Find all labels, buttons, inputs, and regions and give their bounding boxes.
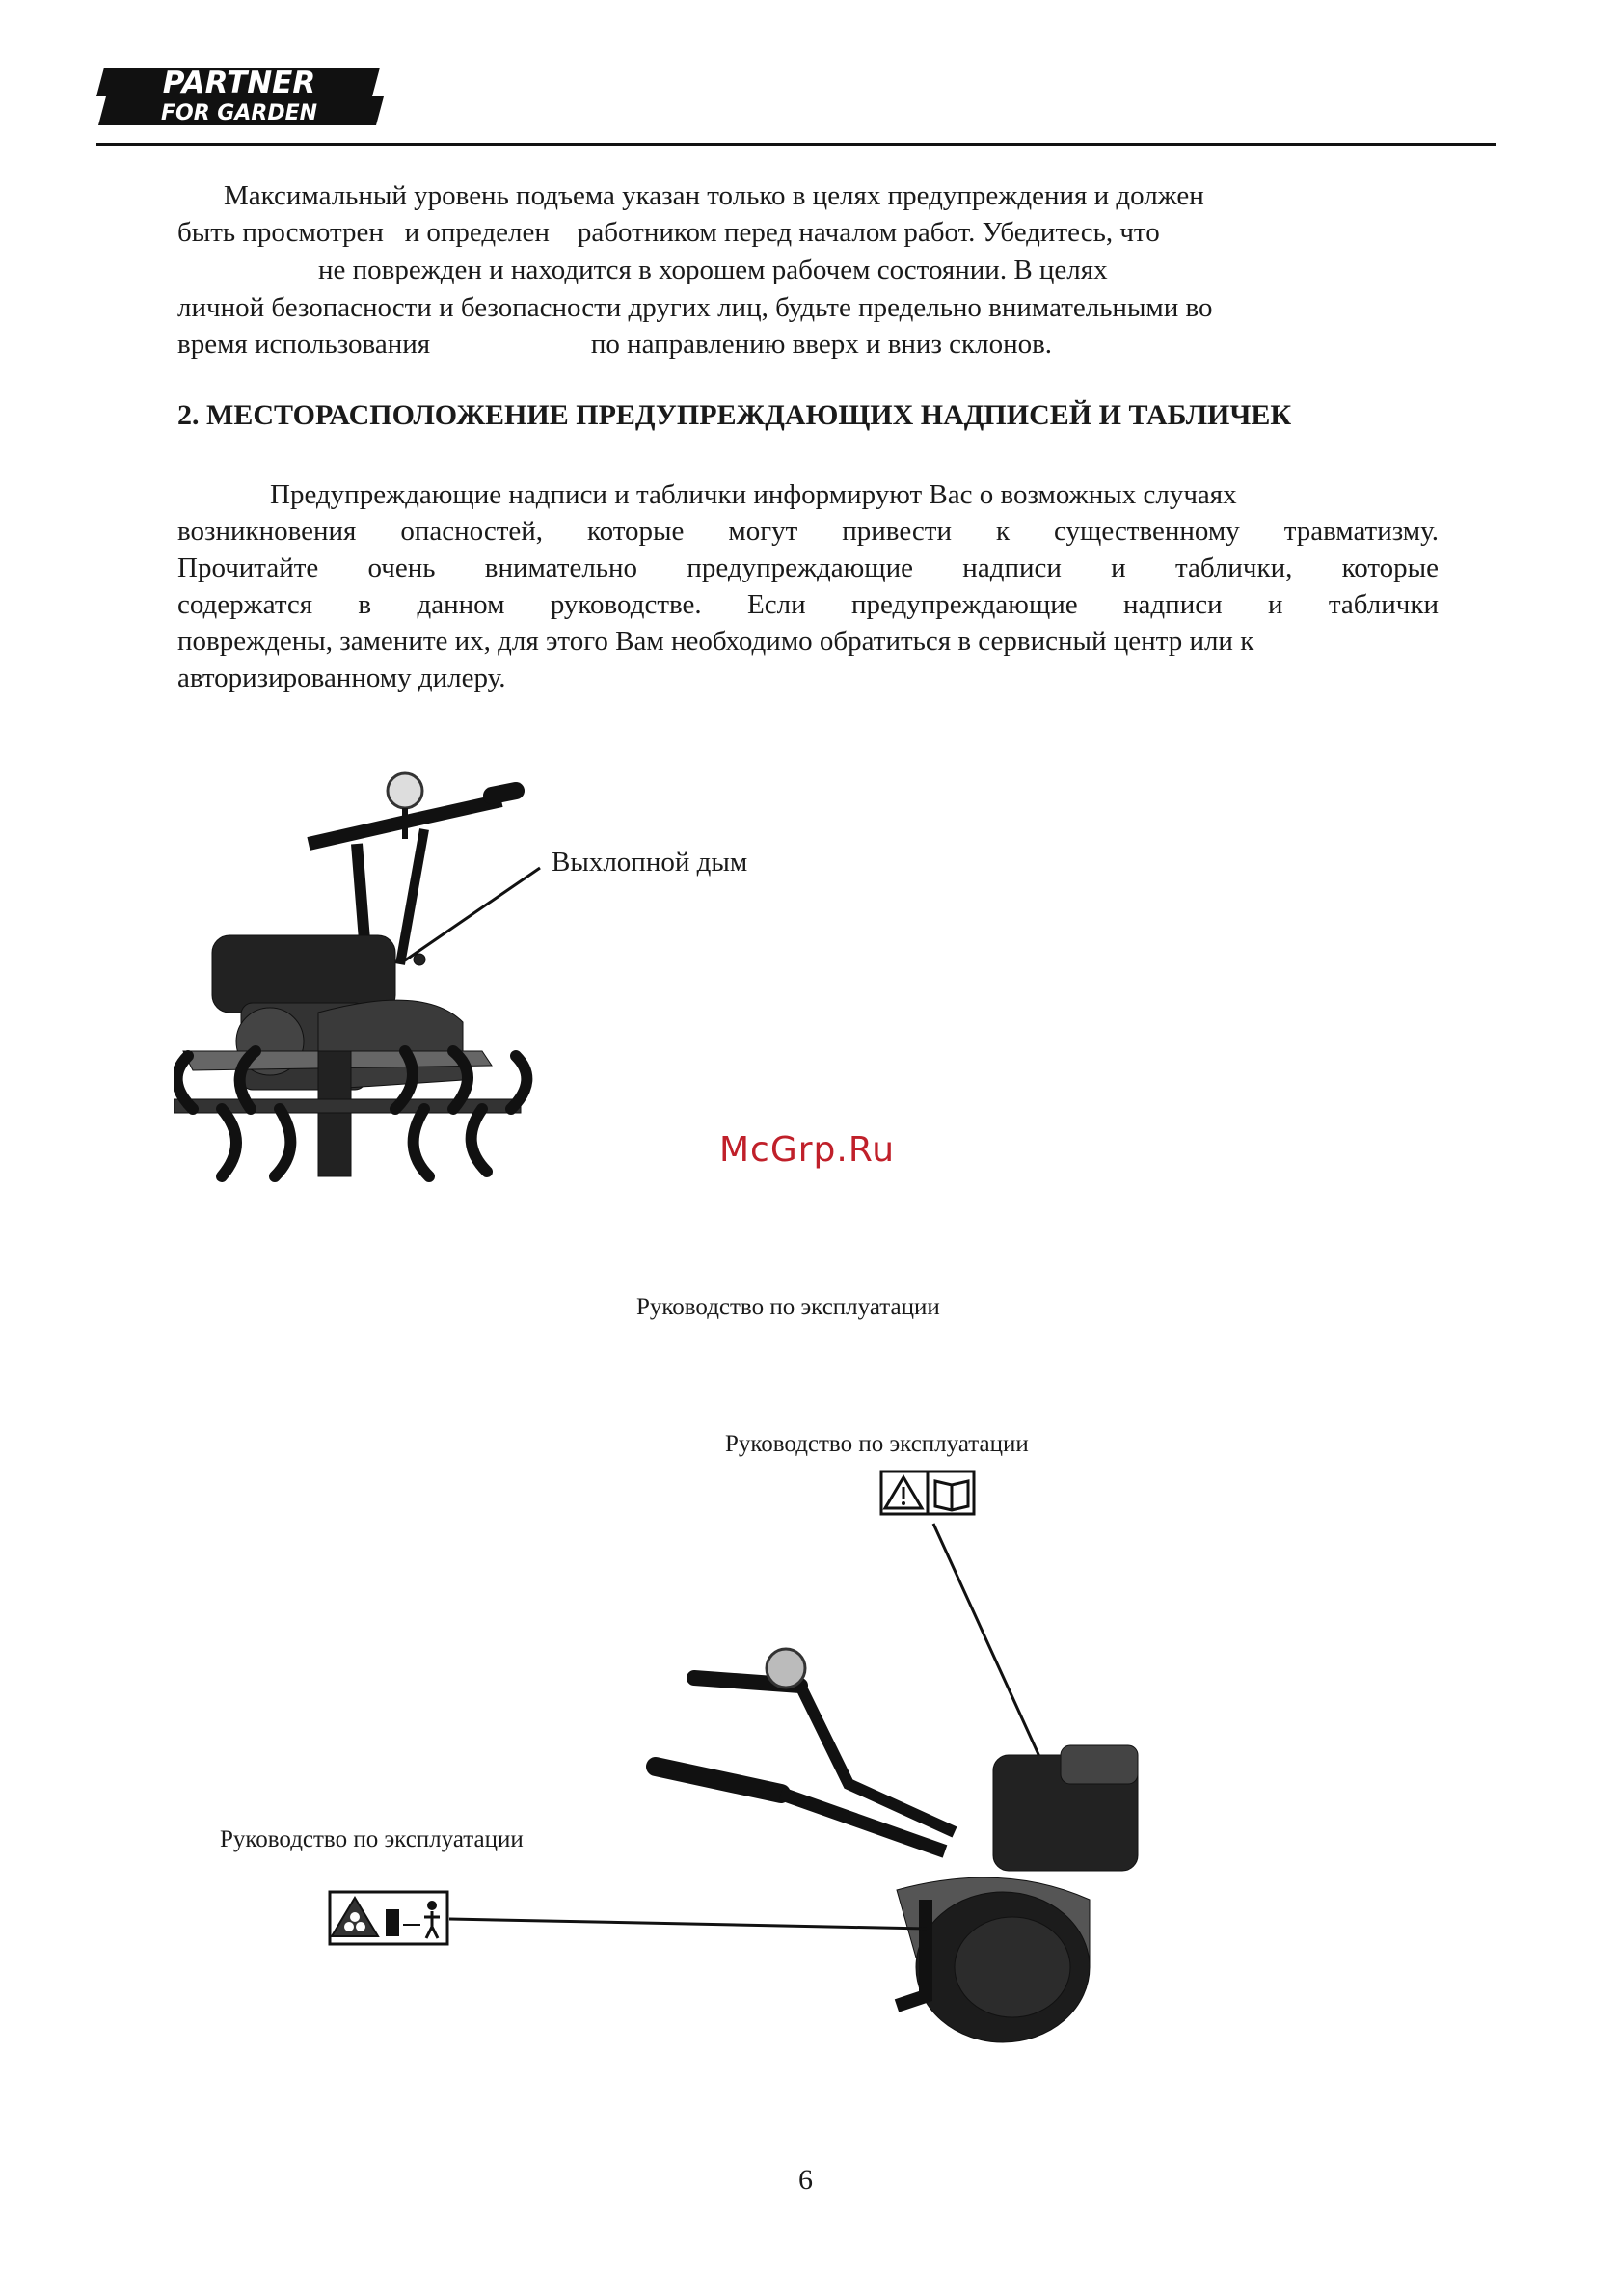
partner-for-garden-logo [94, 64, 386, 127]
intro-line-1: Максимальный уровень подъема указан только в целях предупреждения и должен [224, 180, 1204, 211]
tiller-illustration-1 [174, 762, 569, 1215]
intro-line-3: не поврежден и находится в хорошем рабочем состоянии. В целях [318, 255, 1108, 285]
section-line-1: Предупреждающие надписи и таблички информируют Вас о возможных случаях [270, 479, 1237, 510]
section-line-4: содержатся в данном руководстве. Если предупреждающие надписи и таблички [177, 589, 1439, 620]
intro-line-4: личной безопасности и безопасности других лиц, будьте предельно внимательными во [177, 292, 1213, 323]
intro-line-2: быть просмотрен и определен работником перед началом работ. Убедитесь, что [177, 217, 1160, 248]
section-line-6: авторизированному дилеру. [177, 662, 506, 693]
figure1-caption: Руководство по эксплуатации [636, 1294, 940, 1320]
header-rule [96, 143, 1496, 146]
exhaust-callout: Выхлопной дым [552, 847, 748, 878]
warning-manual-icon [879, 1470, 976, 1518]
section-line-2: возникновения опасностей, которые могут привести к существенному травматизму. [177, 516, 1439, 547]
keep-distance-warning-icon [328, 1890, 449, 1946]
page-number: 6 [798, 2164, 813, 2196]
figure2-label-left: Руководство по эксплуатации [220, 1826, 524, 1852]
figure2-label-top: Руководство по эксплуатации [725, 1431, 1029, 1457]
intro-line-5: время использования по направлению вверх и вниз склонов. [177, 329, 1053, 360]
section-line-5: повреждены, замените их, для этого Вам необходимо обратиться в сервисный центр или к [177, 626, 1254, 657]
watermark: McGrp.Ru [719, 1130, 896, 1170]
label-pointer-line [449, 1915, 931, 1944]
logo-line2: FOR GARDEN [160, 101, 318, 125]
section-heading: 2. МЕСТОРАСПОЛОЖЕНИЕ ПРЕДУПРЕЖДАЮЩИХ НАДПИСЕЙ И ТАБЛИЧЕК [177, 399, 1292, 431]
section-line-3: Прочитайте очень внимательно предупреждающие надписи и таблички, которые [177, 553, 1439, 583]
logo-line1: PARTNER [162, 66, 316, 100]
tiller-illustration-2 [636, 1514, 1176, 2054]
